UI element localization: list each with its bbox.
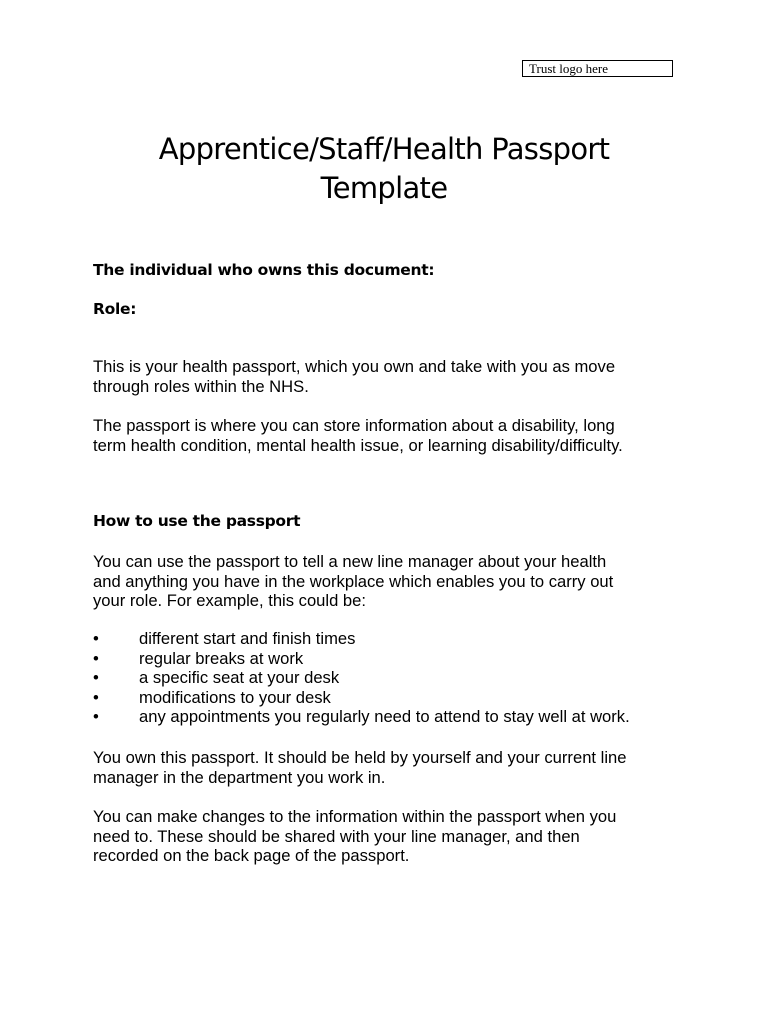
list-item-text: different start and finish times	[139, 629, 356, 648]
bullet-icon: •	[93, 648, 99, 668]
bullet-icon: •	[93, 687, 99, 707]
bullet-icon: •	[93, 668, 99, 688]
how-to-paragraph-1	[93, 552, 693, 611]
trust-logo-text: Trust logo here	[529, 61, 608, 76]
how-to-paragraph-1-line-1: You can use the passport to tell a new line manager about your health	[93, 552, 607, 571]
document-title-line-1: Apprentice/Staff/Health Passport	[158, 132, 610, 166]
list-item	[93, 688, 630, 708]
list-item-text: any appointments you regularly need to attend to stay well at work.	[139, 707, 630, 727]
changes-paragraph-line-1: You can make changes to the information within the passport when you	[93, 807, 617, 826]
changes-paragraph	[93, 807, 693, 866]
document-title	[0, 130, 768, 208]
ownership-paragraph	[93, 748, 693, 787]
list-item	[93, 707, 630, 727]
list-item-text: a specific seat at your desk	[139, 668, 340, 688]
list-item	[93, 629, 630, 649]
intro-paragraph-2-line-2: term health condition, mental health issue, or learning disability/difficulty.	[93, 435, 623, 455]
list-item-text: regular breaks at work	[139, 648, 304, 668]
list-item	[93, 668, 630, 688]
intro-paragraph-2-line-1: The passport is where you can store information about a disability, long	[93, 416, 615, 435]
changes-paragraph-line-3: recorded on the back page of the passport.	[93, 846, 410, 866]
owner-label: The individual who owns this document:	[93, 261, 435, 279]
ownership-paragraph-line-2: manager in the department you work in.	[93, 767, 386, 787]
trust-logo-placeholder	[522, 60, 673, 77]
list-item	[93, 649, 630, 669]
how-to-heading: How to use the passport	[93, 512, 301, 530]
intro-paragraph-1-line-1: This is your health passport, which you own and take with you as move	[93, 357, 616, 376]
ownership-paragraph-line-1: You own this passport. It should be held by yourself and your current line	[93, 748, 627, 767]
intro-paragraph-1	[93, 357, 693, 396]
how-to-paragraph-1-line-3: your role. For example, this could be:	[93, 591, 367, 611]
changes-paragraph-line-2: need to. These should be shared with your line manager, and then	[93, 826, 580, 846]
bullet-icon: •	[93, 629, 99, 648]
example-list	[93, 629, 630, 727]
role-label: Role:	[93, 300, 137, 318]
how-to-paragraph-1-line-2: and anything you have in the workplace which enables you to carry out	[93, 571, 614, 591]
intro-paragraph-1-line-2: through roles within the NHS.	[93, 376, 309, 396]
intro-paragraph-2	[93, 416, 693, 455]
list-item-text: modifications to your desk	[139, 687, 331, 707]
document-title-line-2: Template	[320, 171, 448, 205]
bullet-icon: •	[93, 707, 99, 727]
